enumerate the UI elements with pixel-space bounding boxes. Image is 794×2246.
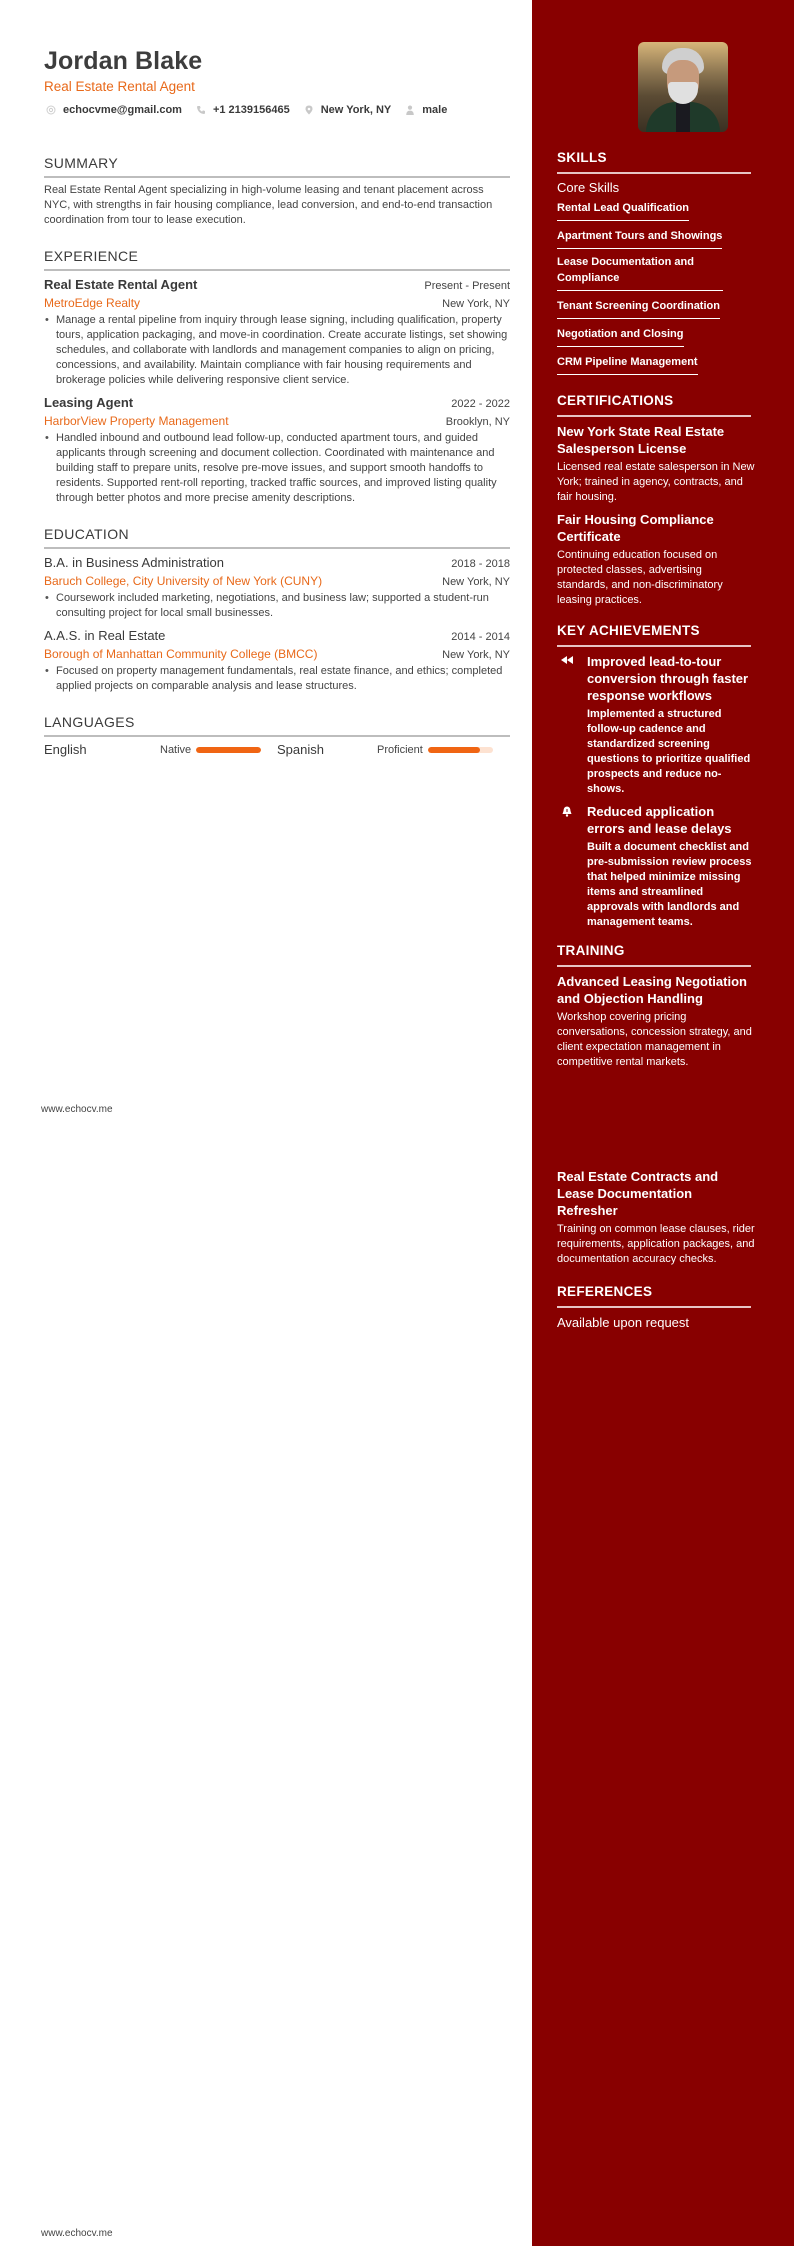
section-heading: SKILLS — [557, 150, 607, 165]
language-proficiency-bar — [428, 747, 493, 753]
skills-group-label: Core Skills — [557, 180, 620, 195]
section-heading: CERTIFICATIONS — [557, 393, 674, 408]
achievements-section — [557, 622, 756, 930]
skill-item: Tenant Screening Coordination — [557, 298, 720, 319]
training-item — [557, 1168, 756, 1267]
proficiency-fill — [428, 747, 480, 753]
summary-text: Real Estate Rental Agent specializing in high-volume leasing and tenant placement across NYC, with strengths in fair housing compliance, lead conversion, and end-to-end transaction coordination from tour to lease execution. — [44, 184, 493, 226]
job-location: Brooklyn, NY — [445, 416, 510, 428]
language-level: Proficient — [377, 743, 423, 756]
header — [44, 46, 512, 118]
location-pin-icon — [304, 105, 314, 115]
achievement-item — [557, 653, 756, 797]
training-section — [557, 942, 756, 1267]
section-heading: EDUCATION — [44, 526, 130, 542]
contact-location — [302, 102, 392, 118]
job-location: New York, NY — [442, 298, 510, 310]
skill-item: Apartment Tours and Showings — [557, 228, 722, 249]
bullet-item: • Focused on property management fundamentals, real estate finance, and ethics; completed applied projects on comparable analysis and lease structures. — [44, 664, 510, 694]
school-name: Baruch College, City University of New York (CUNY) — [44, 574, 323, 588]
education-section — [44, 525, 512, 694]
language-level: Native — [160, 743, 192, 756]
language-name: Spanish — [277, 742, 324, 757]
education-bullets — [44, 664, 510, 694]
profile-photo — [638, 42, 728, 132]
company-name: MetroEdge Realty — [44, 296, 141, 310]
contact-row — [44, 102, 512, 118]
references-section — [557, 1283, 756, 1331]
at-icon — [46, 105, 56, 115]
training-desc: Training on common lease clauses, rider requirements, application packages, and documentation accuracy checks. — [557, 1223, 755, 1265]
candidate-name: Jordan Blake — [44, 47, 203, 75]
language-proficiency-bar — [196, 747, 261, 753]
certifications-section — [557, 392, 756, 608]
section-heading: TRAINING — [557, 943, 625, 958]
education-dates: 2018 - 2018 — [451, 558, 510, 570]
section-divider — [44, 547, 510, 549]
references-text: Available upon request — [557, 1315, 690, 1330]
achievement-desc: Implemented a structured follow-up cadence and standardized screening questions to prioritize qualified prospects and reduce no-shows. — [587, 708, 751, 795]
training-title: Real Estate Contracts and Lease Documentation Refresher — [557, 1169, 719, 1218]
gender-text: male — [422, 104, 448, 116]
section-heading: EXPERIENCE — [44, 248, 139, 264]
skill-item: Lease Documentation and Compliance — [557, 254, 723, 291]
contact-phone[interactable] — [194, 102, 290, 118]
section-heading: SUMMARY — [44, 155, 119, 171]
certification-desc: Continuing education focused on protected classes, advertising standards, and non-discriminatory leasing practices. — [557, 549, 723, 606]
achievement-desc: Built a document checklist and pre-submission review process that helped minimize missing items and streamlined approvals with landlords and management teams. — [587, 841, 752, 928]
experience-entry — [44, 276, 512, 388]
skill-item: CRM Pipeline Management — [557, 354, 698, 375]
job-dates: Present - Present — [424, 280, 510, 292]
bullet-item: • Coursework included marketing, negotiations, and business law; supported a student-run consulting project for local small businesses. — [44, 591, 510, 621]
bullet-item: • Handled inbound and outbound lead follow-up, conducted apartment tours, and guided applicants through screening and document collection. Coordinated with maintenance and building staff to prepare units, resolve pre-move issues, and support smooth handoffs to residents. Supported rent-roll reporting, tracked traffic sources, and improved listing quality through better photos and more precise amenity descriptions. — [44, 431, 510, 506]
section-heading: REFERENCES — [557, 1284, 653, 1299]
company-name: HarborView Property Management — [44, 414, 229, 428]
candidate-title: Real Estate Rental Agent — [44, 79, 195, 94]
section-divider — [557, 1306, 751, 1308]
training-item — [557, 973, 756, 1070]
education-entry — [44, 627, 512, 694]
education-dates: 2014 - 2014 — [451, 631, 510, 643]
phone-text: +1 2139156465 — [212, 104, 290, 116]
achievement-item — [557, 803, 756, 930]
experience-section — [44, 247, 512, 506]
language-item — [44, 742, 277, 757]
certification-title: Fair Housing Compliance Certificate — [557, 512, 714, 544]
skills-section — [557, 149, 756, 380]
section-divider — [557, 965, 751, 967]
training-desc: Workshop covering pricing conversations, concession strategy, and client expectation management in competitive rental markets. — [557, 1011, 752, 1068]
bell-icon — [560, 803, 574, 930]
skill-item: Rental Lead Qualification — [557, 200, 689, 221]
languages-section — [44, 713, 512, 757]
bullet-item: • Manage a rental pipeline from inquiry through lease signing, including qualification, property tours, application packaging, and move-in coordination. Create accurate listings, set showing schedules, and collaborate with landlords and management companies to align on pricing, concessions, and availability. Maintain compliance with fair housing requirements and brokerage policies while delivering responsive client service. — [44, 313, 510, 388]
section-divider — [44, 269, 510, 271]
job-bullets — [44, 313, 510, 388]
training-title: Advanced Leasing Negotiation and Objection Handling — [557, 974, 747, 1006]
section-heading: KEY ACHIEVEMENTS — [557, 623, 700, 638]
degree-name: A.A.S. in Real Estate — [44, 628, 166, 643]
school-location: New York, NY — [442, 649, 510, 661]
email-text: echocvme@gmail.com — [63, 104, 182, 116]
certification-item — [557, 423, 756, 505]
person-icon — [405, 105, 415, 115]
phone-icon — [196, 105, 206, 115]
rewind-icon — [560, 653, 574, 797]
degree-name: B.A. in Business Administration — [44, 555, 224, 570]
school-location: New York, NY — [442, 576, 510, 588]
experience-entry — [44, 394, 512, 506]
certification-desc: Licensed real estate salesperson in New York; trained in agency, contracts, and fair housing. — [557, 461, 755, 503]
education-bullets — [44, 591, 510, 621]
footer-link[interactable]: www.echocv.me — [41, 2228, 113, 2239]
certification-title: New York State Real Estate Salesperson License — [557, 424, 725, 456]
education-entry — [44, 554, 512, 621]
job-title: Leasing Agent — [44, 395, 134, 410]
contact-gender — [403, 102, 447, 118]
section-divider — [44, 735, 510, 737]
contact-email[interactable] — [44, 102, 182, 118]
proficiency-fill — [196, 747, 261, 753]
footer-link[interactable]: www.echocv.me — [41, 1104, 113, 1115]
section-divider — [44, 176, 510, 178]
school-name: Borough of Manhattan Community College (BMCC) — [44, 647, 318, 661]
certification-item — [557, 511, 756, 608]
section-divider — [557, 415, 751, 417]
language-list — [44, 742, 510, 757]
job-dates: 2022 - 2022 — [451, 398, 510, 410]
language-name: English — [44, 742, 87, 757]
achievement-title: Reduced application errors and lease delays — [587, 804, 732, 836]
language-item — [277, 742, 510, 757]
job-bullets — [44, 431, 510, 506]
section-heading: LANGUAGES — [44, 714, 135, 730]
job-title: Real Estate Rental Agent — [44, 277, 198, 292]
summary-section — [44, 154, 512, 228]
location-text: New York, NY — [320, 104, 392, 116]
section-divider — [557, 645, 751, 647]
skill-item: Negotiation and Closing — [557, 326, 684, 347]
sidebar — [532, 0, 794, 2246]
achievement-title: Improved lead-to-tour conversion through faster response workflows — [587, 654, 749, 703]
section-divider — [557, 172, 751, 174]
